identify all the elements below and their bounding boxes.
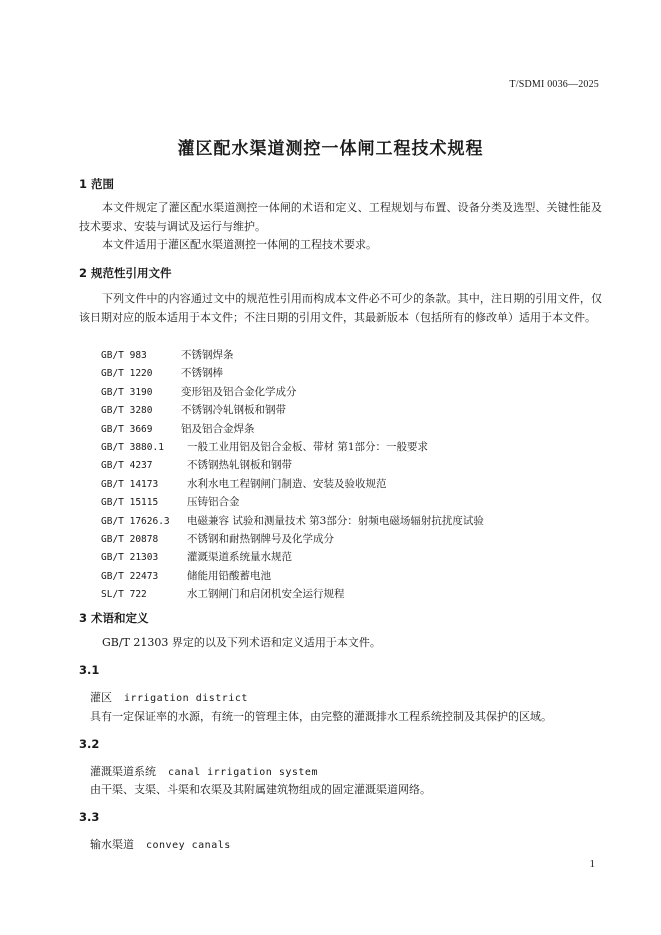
reference-code: SL/T 722 [101, 589, 147, 601]
term-english: convey canals [146, 840, 231, 851]
term-chinese: 灌溉渠道系统 [90, 765, 156, 778]
term-definition: 具有一定保证率的水源，有统一的管理主体，由完整的灌溉排水工程系统控制及其保护的区域。 [90, 710, 552, 723]
term-entry [90, 763, 318, 779]
section-2-heading: 2 规范性引用文件 [79, 266, 172, 280]
reference-code: GB/T 20878 [101, 533, 159, 545]
term-number: 3.1 [79, 663, 100, 677]
reference-code: GB/T 21303 [101, 552, 159, 564]
reference-code: GB/T 4237 [101, 460, 153, 472]
reference-item [101, 530, 484, 548]
reference-title: 储能用铅酸蓄电池 [187, 569, 271, 582]
reference-item [101, 493, 484, 511]
reference-item [101, 364, 484, 382]
reference-item [101, 567, 484, 585]
term-number: 3.3 [79, 810, 100, 824]
reference-title: 灌溉渠道系统量水规范 [187, 551, 292, 564]
document-code: T/SDMI 0036—2025 [509, 79, 599, 90]
reference-title: 不锈钢焊条 [181, 349, 234, 361]
term-chinese: 输水渠道 [90, 838, 134, 851]
reference-code: GB/T 15115 [101, 497, 159, 509]
reference-item [101, 548, 484, 566]
reference-item [101, 585, 484, 603]
reference-title: 不锈钢棒 [181, 367, 223, 380]
document-title: 灌区配水渠道测控一体闸工程技术规程 [177, 139, 484, 159]
reference-title: 一般工业用铝及铝合金板、带材 第1部分：一般要求 [187, 440, 429, 453]
section-3-heading: 3 术语和定义 [79, 611, 149, 625]
reference-item [101, 346, 484, 364]
reference-code: GB/T 1220 [101, 368, 153, 380]
reference-item [101, 456, 484, 474]
section-2-intro: 下列文件中的内容通过文中的规范性引用而构成本文件必不可少的条款。其中，注日期的引用文件，仅该日期对应的版本适用于本文件；不注日期的引用文件，其最新版本（包括所有的修改单）适用于本文件。 [79, 292, 602, 324]
reference-title: 压铸铝合金 [187, 496, 240, 509]
reference-title: 不锈钢热轧钢板和钢带 [187, 459, 292, 472]
reference-code: GB/T 3880.1 [101, 441, 164, 453]
page-number: 1 [589, 858, 595, 870]
reference-title: 不锈钢和耐热钢牌号及化学成分 [187, 532, 334, 545]
reference-item [101, 401, 484, 419]
section-3-intro: GB/T 21303 界定的以及下列术语和定义适用于本文件。 [102, 636, 381, 649]
reference-item [101, 438, 484, 456]
reference-item [101, 475, 484, 493]
term-english: irrigation district [124, 693, 248, 704]
reference-item [101, 383, 484, 401]
term-english: canal irrigation system [168, 767, 318, 778]
normative-reference-list [101, 346, 484, 603]
reference-code: GB/T 3280 [101, 405, 153, 417]
reference-item [101, 512, 484, 530]
term-chinese: 灌区 [90, 691, 112, 704]
reference-code: GB/T 3669 [101, 423, 153, 435]
reference-item [101, 420, 484, 438]
reference-title: 铝及铝合金焊条 [181, 422, 255, 435]
reference-code: GB/T 14173 [101, 478, 159, 490]
reference-title: 变形铝及铝合金化学成分 [181, 385, 297, 398]
reference-title: 水工钢闸门和启闭机安全运行规程 [187, 588, 345, 601]
reference-code: GB/T 983 [101, 350, 147, 361]
reference-title: 不锈钢冷轧钢板和钢带 [181, 404, 286, 417]
section-1-heading: 1 范围 [79, 177, 115, 191]
term-entry [90, 689, 248, 705]
reference-code: GB/T 22473 [101, 570, 159, 582]
section-1-paragraph-1: 本文件规定了灌区配水渠道测控一体闸的术语和定义、工程规划与布置、设备分类及选型、关键性能及技术要求、安装与调试及运行与维护。 [79, 201, 602, 233]
reference-title: 电磁兼容 试验和测量技术 第3部分：射频电磁场辐射抗扰度试验 [187, 514, 484, 527]
term-number: 3.2 [79, 737, 100, 751]
reference-title: 水利水电工程钢闸门制造、安装及验收规范 [187, 477, 387, 490]
reference-code: GB/T 3190 [101, 386, 153, 398]
term-definition: 由干渠、支渠、斗渠和农渠及其附属建筑物组成的固定灌溉渠道网络。 [90, 783, 431, 796]
reference-code: GB/T 17626.3 [101, 515, 170, 527]
term-entry [90, 836, 231, 852]
section-1-paragraph-2: 本文件适用于灌区配水渠道测控一体闸的工程技术要求。 [102, 238, 377, 251]
